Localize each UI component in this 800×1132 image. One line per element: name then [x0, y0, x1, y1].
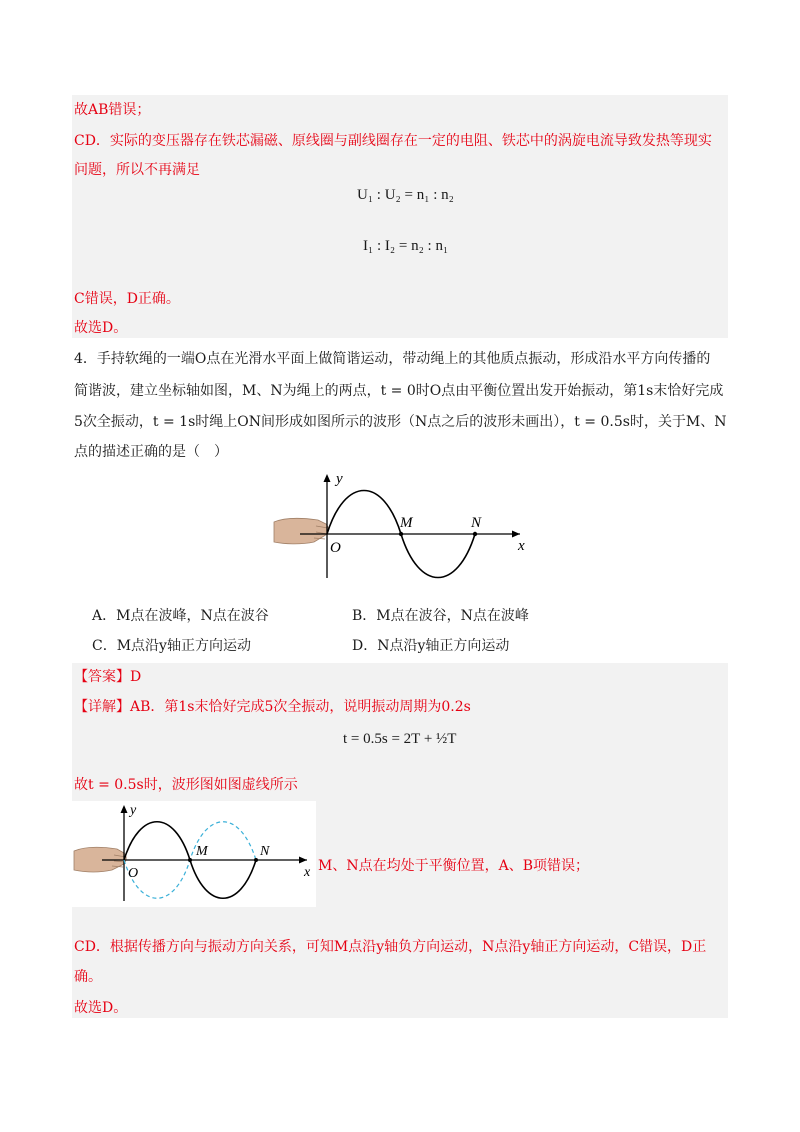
- option-a[interactable]: [92, 606, 269, 626]
- option-b[interactable]: [352, 606, 529, 626]
- answer-line: [74, 667, 141, 687]
- origin-label: O: [330, 540, 341, 556]
- option-a-text: M点在波峰，N点在波谷: [116, 608, 269, 624]
- answer-value: D: [130, 669, 142, 685]
- detail-line-2: 故t = 0.5s时，波形图如图虚线所示: [74, 777, 298, 793]
- detail-text-1: AB．第1s末恰好完成5次全振动，说明振动周期为0.2s: [130, 699, 471, 715]
- x-axis-arrow: [299, 857, 307, 864]
- answer-label: 【答案】: [74, 669, 130, 685]
- question-line-1: [74, 349, 710, 369]
- option-c[interactable]: [92, 636, 251, 656]
- point-n: [473, 532, 477, 536]
- option-c-text: M点沿y轴正方向运动: [116, 638, 251, 654]
- question-number: 4．: [74, 351, 97, 367]
- prev-solution-line-1: 故AB错误；: [74, 102, 151, 118]
- origin-label: O: [128, 866, 139, 881]
- m-label: M: [196, 844, 208, 859]
- point-m: [399, 532, 403, 536]
- x-axis-label: x: [304, 865, 311, 880]
- prev-solution-line-3: 问题，所以不再满足: [74, 162, 200, 178]
- equation-voltage-ratio: U₁ : U₂ = n₁ : n₂: [357, 187, 454, 203]
- point-n: [254, 858, 258, 862]
- prev-solution-line-2: CD．实际的变压器存在铁芯漏磁、原线圈与副线圈存在一定的电阻、铁芯中的涡旋电流导致发热等现实: [74, 133, 712, 149]
- n-label: N: [260, 844, 270, 859]
- y-axis-label: y: [130, 803, 137, 818]
- m-label: M: [400, 515, 413, 531]
- y-axis-arrow: [324, 474, 331, 482]
- point-m: [188, 858, 192, 862]
- prev-solution-line-4: C错误，D正确。: [74, 291, 180, 307]
- n-label: N: [471, 515, 482, 531]
- option-a-key: A．: [92, 608, 117, 624]
- y-axis-arrow: [121, 805, 128, 813]
- detail-line-6: 故选D。: [74, 1000, 128, 1016]
- option-d-key: D．: [352, 638, 378, 654]
- option-b-key: B．: [352, 608, 377, 624]
- period-equation: t = 0.5s = 2T + ½T: [343, 731, 457, 747]
- option-c-key: C．: [92, 638, 117, 654]
- x-axis-arrow: [512, 531, 520, 538]
- x-axis-label: x: [518, 538, 525, 554]
- y-axis-label: y: [336, 471, 343, 487]
- detail-line-1: [74, 697, 471, 717]
- answer-wave-figure: [72, 801, 316, 907]
- question-line-2: 简谐波，建立坐标轴如图，M、N为绳上的两点，t = 0时O点由平衡位置出发开始振动，第1s末恰好完成: [74, 383, 724, 399]
- equation-current-ratio: I₁ : I₂ = n₂ : n₁: [363, 238, 449, 254]
- option-d[interactable]: [352, 636, 509, 656]
- detail-line-5: 确。: [74, 969, 102, 985]
- hand-illustration: [274, 518, 328, 544]
- prev-solution-line-5: 故选D。: [74, 320, 128, 336]
- option-d-text: N点沿y轴正方向运动: [377, 638, 510, 654]
- question-line-4: 点的描述正确的是（ ）: [74, 444, 228, 460]
- question-line-3: 5次全振动，t = 1s时绳上ON间形成如图所示的波形（N点之后的波形未画出），t = 0.5s时，关于M、N: [74, 414, 727, 430]
- option-b-text: M点在波谷，N点在波峰: [376, 608, 529, 624]
- wave-figure: [270, 468, 540, 588]
- question-text-1: 手持软绳的一端O点在光滑水平面上做简谐运动，带动绳上的其他质点振动，形成沿水平方向传播的: [96, 351, 711, 367]
- detail-line-4: CD．根据传播方向与振动方向关系，可知M点沿y轴负方向运动，N点沿y轴正方向运动，C错误，D正: [74, 939, 707, 955]
- detail-label: 【详解】: [74, 699, 130, 715]
- detail-line-3: M、N点在均处于平衡位置，A、B项错误；: [318, 858, 589, 874]
